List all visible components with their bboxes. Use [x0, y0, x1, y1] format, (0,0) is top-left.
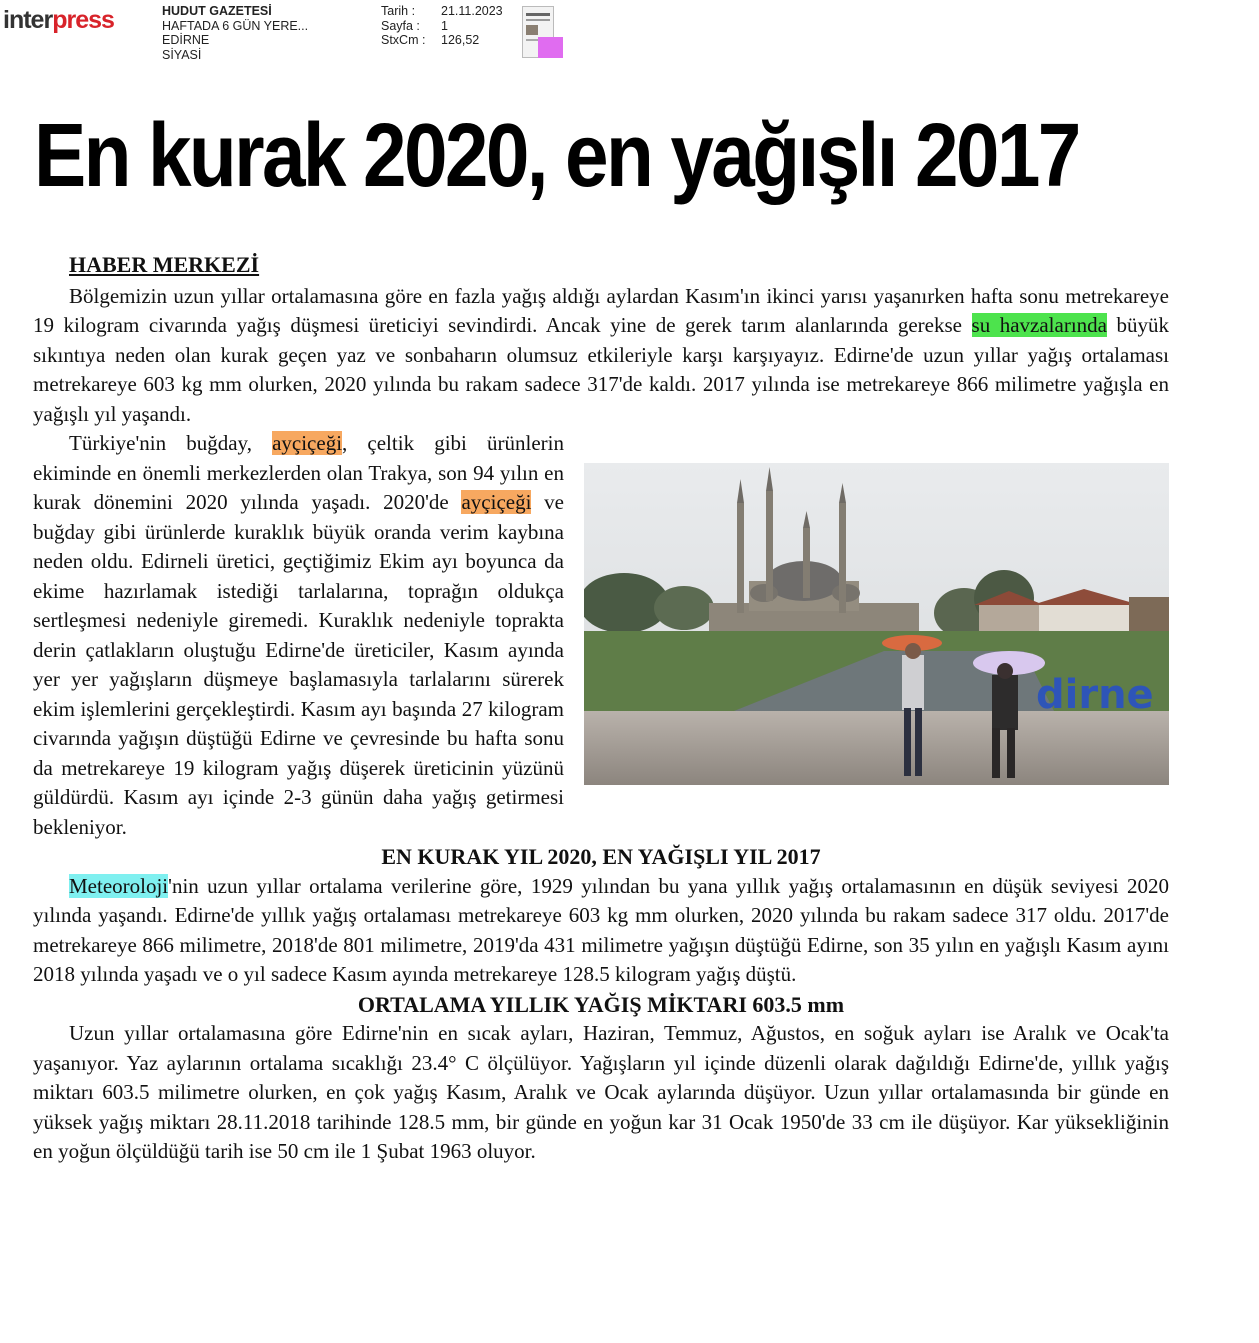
logo-part-inter: inter — [3, 6, 53, 34]
thumbnail-article-marker — [538, 37, 563, 58]
publication-category: SİYASİ — [162, 47, 202, 62]
keyword-highlight: su havzalarında — [971, 313, 1107, 337]
meta-page-label: Sayfa : — [381, 18, 420, 33]
logo-part-press: press — [52, 6, 114, 34]
meta-size-row — [381, 33, 503, 48]
paragraph-text: 'nin uzun yıllar ortalama verilerine göre, 1929 yılından bu yana yıllık yağış ortalamasının en düşük seviyesi 2020 yılında yaşandı. Edirne'de yıllık yağış ortalaması metrekareye 603 kg mm olurken, 2020 yılında bu rakam sadece 317 oldu. 2017'de metrekareye 866 milimetre, 2018'de 801 milimetre, 2019'da 431 milimetre yağışın düştüğü Edirne, son 35 yılın en yağışlı Kasım ayını 2018 yılında yaşadı ve o yıl sadece Kasım ayında metrekareye 128.5 kilogram yağış düştü. — [33, 873, 1169, 986]
article-headline: En kurak 2020, en yağışlı 2017 — [34, 106, 1079, 206]
mosque-rain-photo — [584, 463, 1169, 785]
article-paragraph-1 — [33, 282, 1169, 430]
article-paragraph-4: Uzun yıllar ortalamasına göre Edirne'nin en sıcak ayları, Haziran, Temmuz, Ağustos, en soğuk ayları ise Aralık ve Ocak'ta yaşanıyor. Yaz aylarının ortalama sıcaklığı 23.4° C ölçülüyor. Yağışların yıl içinde düzenli olarak dağıldığı Edirne'de, yıllık yağış miktarı 603.5 milimetre olurken, en çok yağış Kasım, Aralık ve Ocak aylarında düşüyor. Uzun yıllar ortalamasında bir günde en yüksek yağış miktarı 28.11.2018 tarihinde 128.5 mm, bir günde en yoğun kar 31 Ocak 1950'de 33 cm ile düşüyor. Kar yüksekliğinin en yoğun ölçüldüğü tarih ise 50 cm ile 1 Şubat 1963 oluyor. — [33, 1021, 1169, 1163]
publication-city: EDİRNE — [162, 33, 210, 47]
clipping-meta — [381, 4, 503, 48]
article-body — [33, 250, 1169, 1167]
paragraph-text: ve buğday gibi ürünlerde kuraklık büyük oranda verim kaybına neden oldu. Edirneli üretici, geçtiğimiz Ekim ayı boyunca da ekime hazırlamak istediği tarlalarına, toprağın oldukça sertleşmesi nedeniyle giremedi. Kuraklık nedeniyle toprakta derin çatlakların oluştuğu Edirne'de üreticiler, Kasım ayında yer yer yağışların düşmeye başlamasıyla tarlalarını sürerek ekim işlemlerini gerçekleştirdi. Kasım ayı başında 27 kilogram civarında yağışın düştüğü Edirne ve çevresinde bu hafta sonu da metrekareye 19 kilogram yağış düşerek üreticinin yüzünü güldürdü. Kasım ayı içinde 2-3 günün daha yağış getirmesi bekleniyor. — [33, 490, 564, 839]
article-photo — [584, 463, 1169, 785]
publication-name: HUDUT GAZETESİ — [162, 4, 272, 18]
meta-date-label: Tarih : — [381, 4, 416, 18]
meta-page-value: 1 — [441, 18, 448, 33]
paragraph-text: Türkiye'nin buğday, — [69, 431, 273, 455]
meta-date-value: 21.11.2023 — [441, 4, 503, 18]
keyword-highlight: ayçiçeği — [461, 490, 532, 514]
meta-date-row — [381, 4, 503, 19]
article-subheading-2: ORTALAMA YILLIK YAĞIŞ MİKTARI 603.5 mm — [357, 991, 845, 1017]
keyword-highlight: ayçiçeği — [272, 431, 343, 455]
edirne-sign: dirne — [1036, 672, 1154, 718]
article-paragraph-3 — [33, 872, 1169, 990]
article-byline: HABER MERKEZİ — [69, 252, 260, 277]
meta-page-row — [381, 19, 503, 34]
interpress-logo — [3, 6, 114, 35]
meta-size-label: StxCm : — [381, 33, 426, 47]
paragraph-text: büyük sıkıntıya neden olan kurak geçen yaz ve sonbaharın olumsuz etkileriyle karşı karşıyayız. Edirne'de uzun yıllar yağış ortalaması metrekareye 603 kg mm olurken, 2020 yılında bu rakam sadece 317'de kaldı. 2017 yılında ise metrekareye 866 milimetre yağışla en yağışlı yıl yaşandı. — [33, 313, 1169, 426]
paragraph-text: , çeltik gibi ürünlerin ekiminde en önemli merkezlerden olan Trakya, son 94 yılın en kurak dönemini 2020 yılında yaşadı. 2020'de — [33, 431, 564, 514]
paragraph-text: Bölgemizin uzun yıllar ortalamasına göre en fazla yağış aldığı aylardan Kasım'ın ikinci yarısı yaşanırken hafta sonu metrekareye 19 kilogram civarında yağış düşmesi üreticiyi sevindirdi. Ancak yine de gerek tarım alanlarında gerekse — [33, 283, 1169, 337]
source-info — [162, 4, 308, 62]
publication-frequency: HAFTADA 6 GÜN YERE... — [162, 18, 309, 33]
meta-size-value: 126,52 — [441, 33, 480, 47]
article-subheading-1: EN KURAK YIL 2020, EN YAĞIŞLI YIL 2017 — [381, 844, 821, 869]
keyword-highlight: Meteoroloji — [69, 873, 169, 898]
